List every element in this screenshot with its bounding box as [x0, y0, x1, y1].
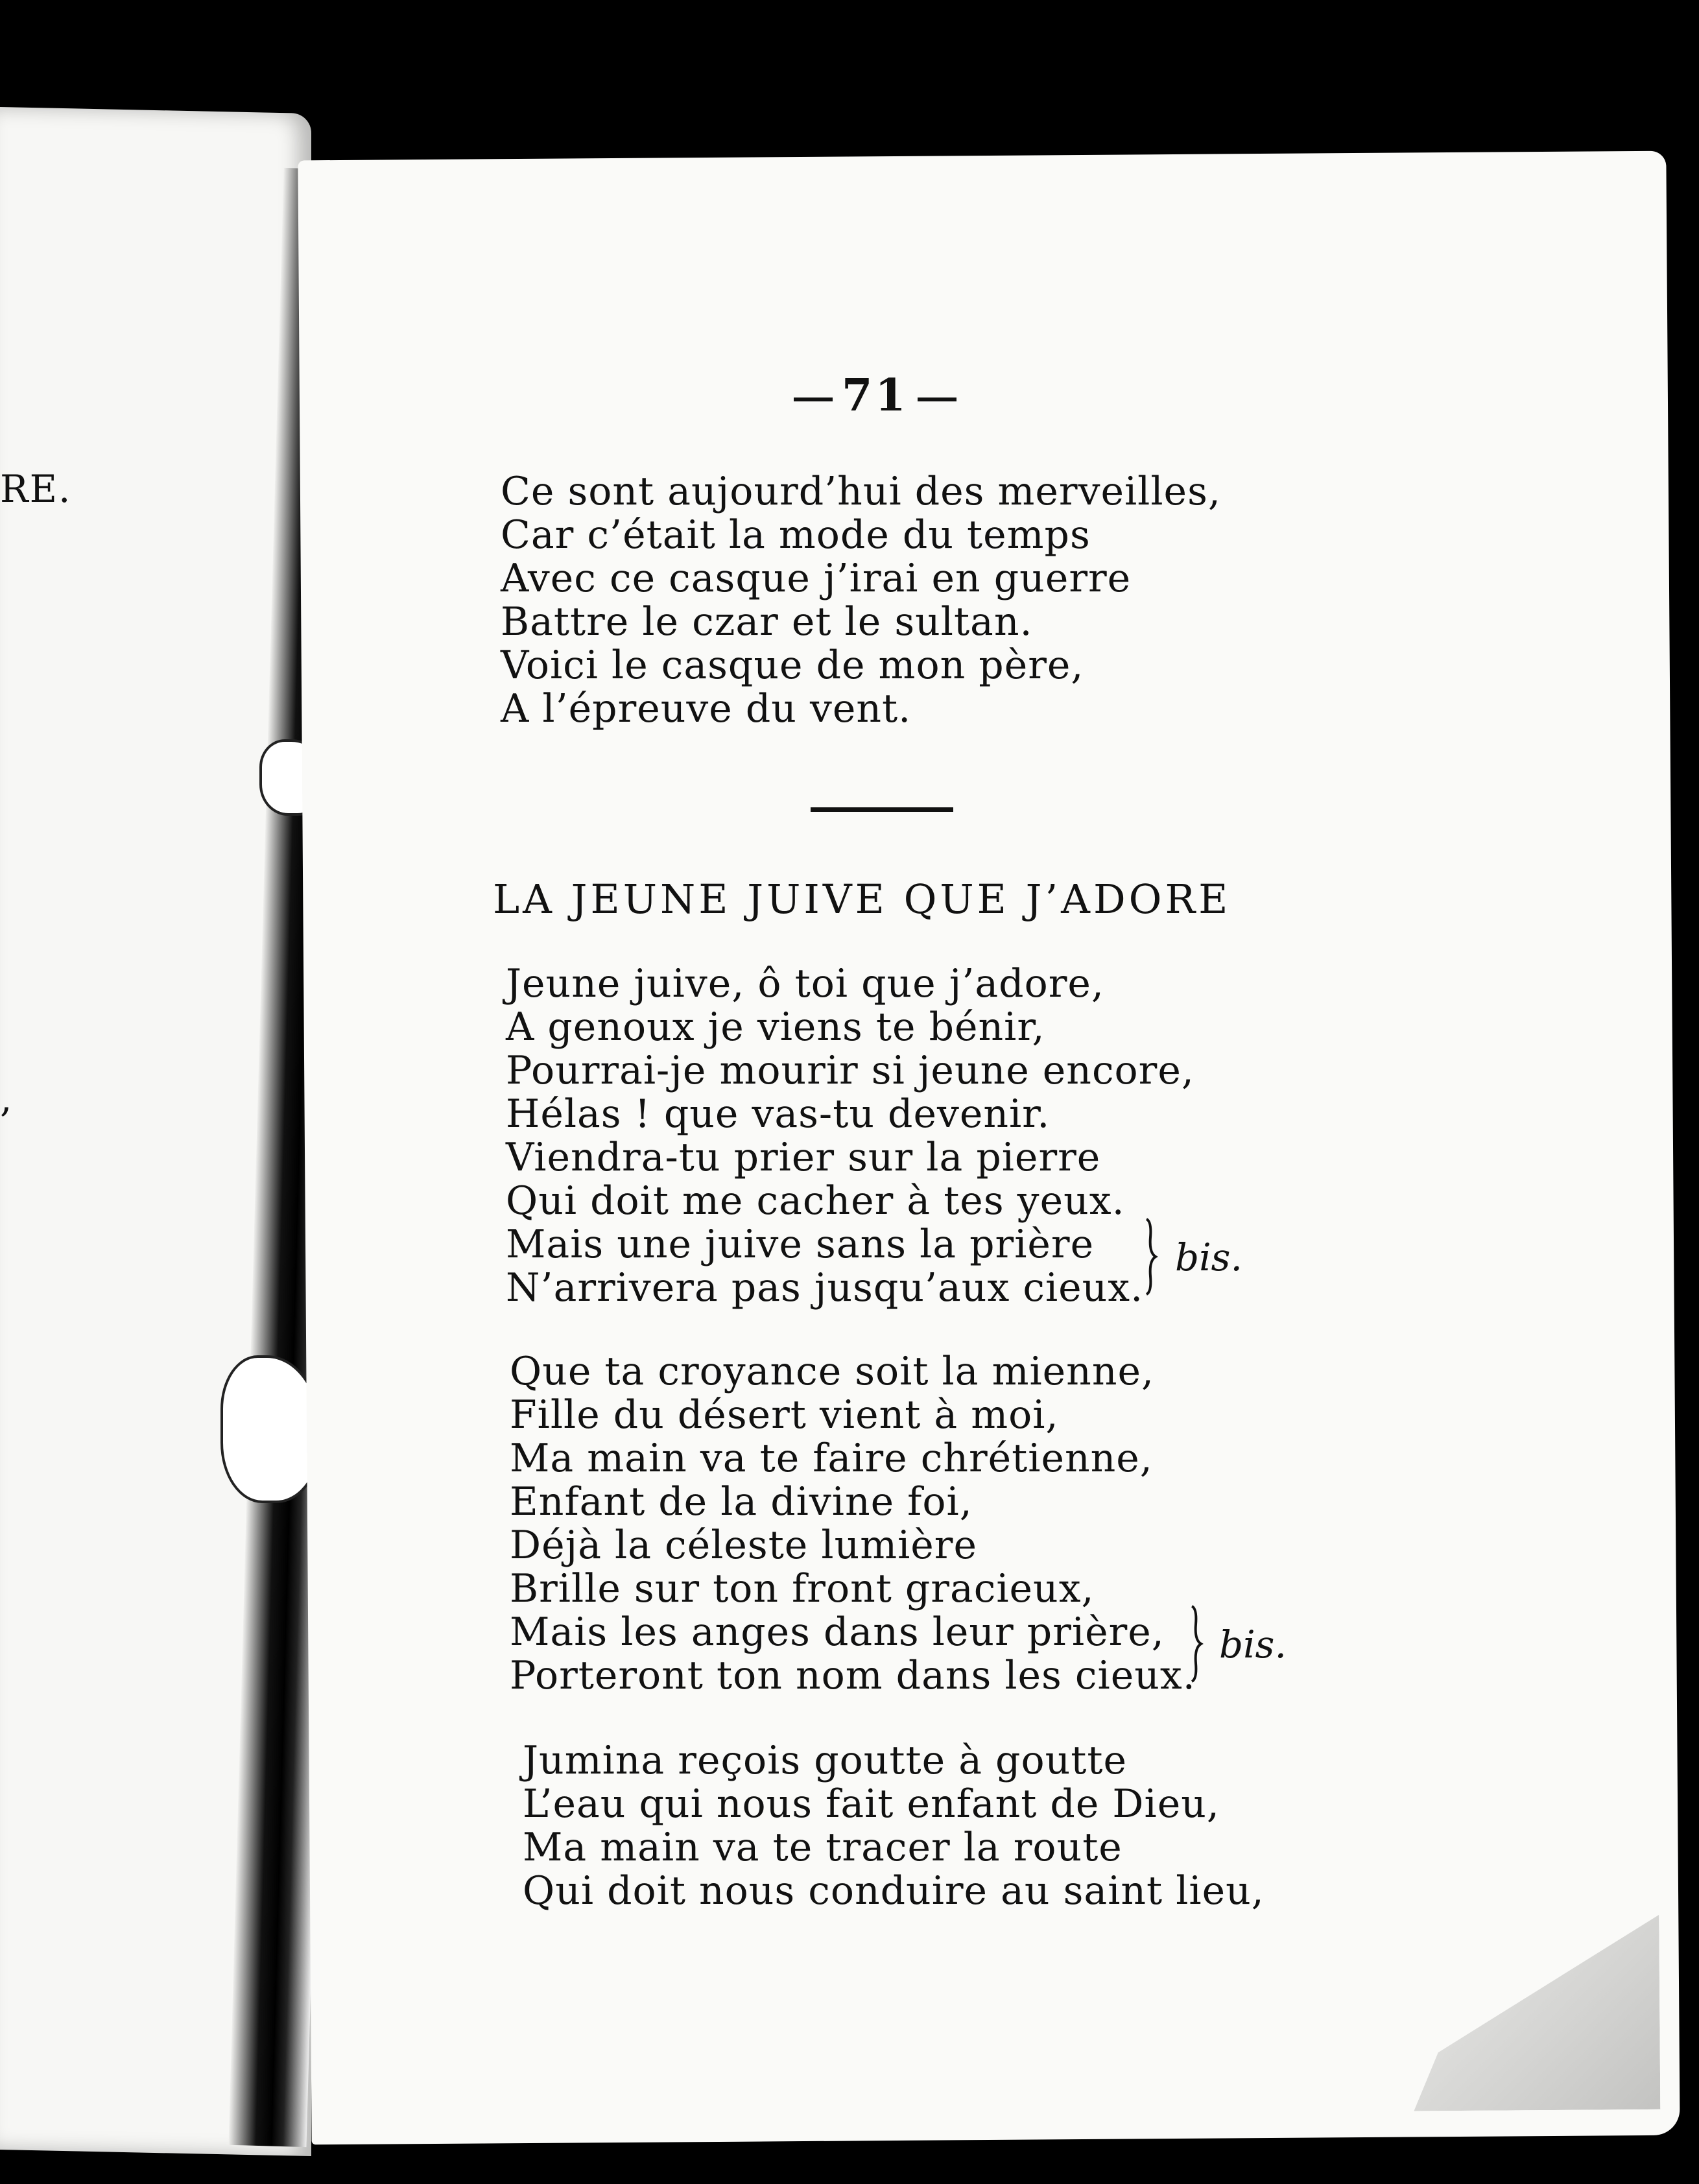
verse-line: Ce sont aujourd’hui des merveilles,	[501, 469, 1221, 514]
verse-line: N’arrivera pas jusqu’aux cieux.	[506, 1265, 1144, 1311]
verse-line: Car c’était la mode du temps	[501, 512, 1091, 558]
verse-line: Jumina reçois goutte à goutte	[523, 1738, 1127, 1783]
verse-line: Brille sur ton front gracieux,	[510, 1566, 1095, 1611]
verse-line: Mais une juive sans la prière	[506, 1222, 1095, 1267]
verse-line: Que ta croyance soit la mienne,	[510, 1349, 1155, 1394]
page-number-dash-left	[794, 398, 833, 401]
verse-line: Fille du désert vient à moi,	[510, 1392, 1059, 1438]
page-number-dash-right	[918, 398, 956, 401]
verse-line: Qui doit me cacher à tes yeux.	[506, 1178, 1125, 1224]
verse-line: Viendra-tu prier sur la pierre	[506, 1135, 1101, 1180]
page-number	[785, 370, 966, 421]
page-number-value: 71	[842, 370, 909, 421]
refrain-mark: bis.	[1175, 1235, 1242, 1279]
stanza-intro	[501, 470, 1221, 731]
brace-icon	[1143, 1218, 1159, 1296]
verse-line: Déjà la céleste lumière	[510, 1523, 977, 1568]
verse-line: Hélas ! que vas-tu devenir.	[506, 1091, 1051, 1137]
section-divider	[811, 807, 953, 812]
verse-line: Jeune juive, ô toi que j’adore,	[506, 961, 1104, 1006]
verse-line: Qui doit nous conduire au saint lieu,	[523, 1868, 1265, 1914]
verse-line: Porteront ton nom dans les cieux.	[510, 1653, 1196, 1698]
brace-icon	[1188, 1605, 1205, 1683]
verse-line: Battre le czar et le sultan.	[501, 599, 1033, 645]
verse-line: Avec ce casque j’irai en guerre	[501, 556, 1132, 601]
song-stanza-2	[510, 1350, 1196, 1698]
verse-line: Voici le casque de mon père,	[501, 643, 1084, 688]
verse-line: Enfant de la divine foi,	[510, 1479, 973, 1525]
verse-line: L’eau qui nous fait enfant de Dieu,	[523, 1781, 1220, 1827]
verse-line: A genoux je viens te bénir,	[506, 1004, 1045, 1050]
verse-line: A l’épreuve du vent.	[501, 686, 912, 731]
song-stanza-3	[523, 1739, 1265, 1913]
verse-line: Ma main va te tracer la route	[523, 1825, 1123, 1870]
page-corner-fold	[1412, 1915, 1660, 2111]
refrain-mark: bis.	[1219, 1622, 1287, 1667]
song-title: LA JEUNE JUIVE QUE J’ADORE	[493, 875, 1231, 923]
verse-line: Mais les anges dans leur prière,	[510, 1609, 1165, 1655]
left-page-fragment-comma: ,	[0, 1076, 14, 1121]
left-page-fragment-text: RE.	[0, 467, 72, 511]
verse-line: Ma main va te faire chrétienne,	[510, 1436, 1153, 1481]
song-stanza-1	[506, 962, 1194, 1310]
verse-line: Pourrai-je mourir si jeune encore,	[506, 1048, 1194, 1093]
